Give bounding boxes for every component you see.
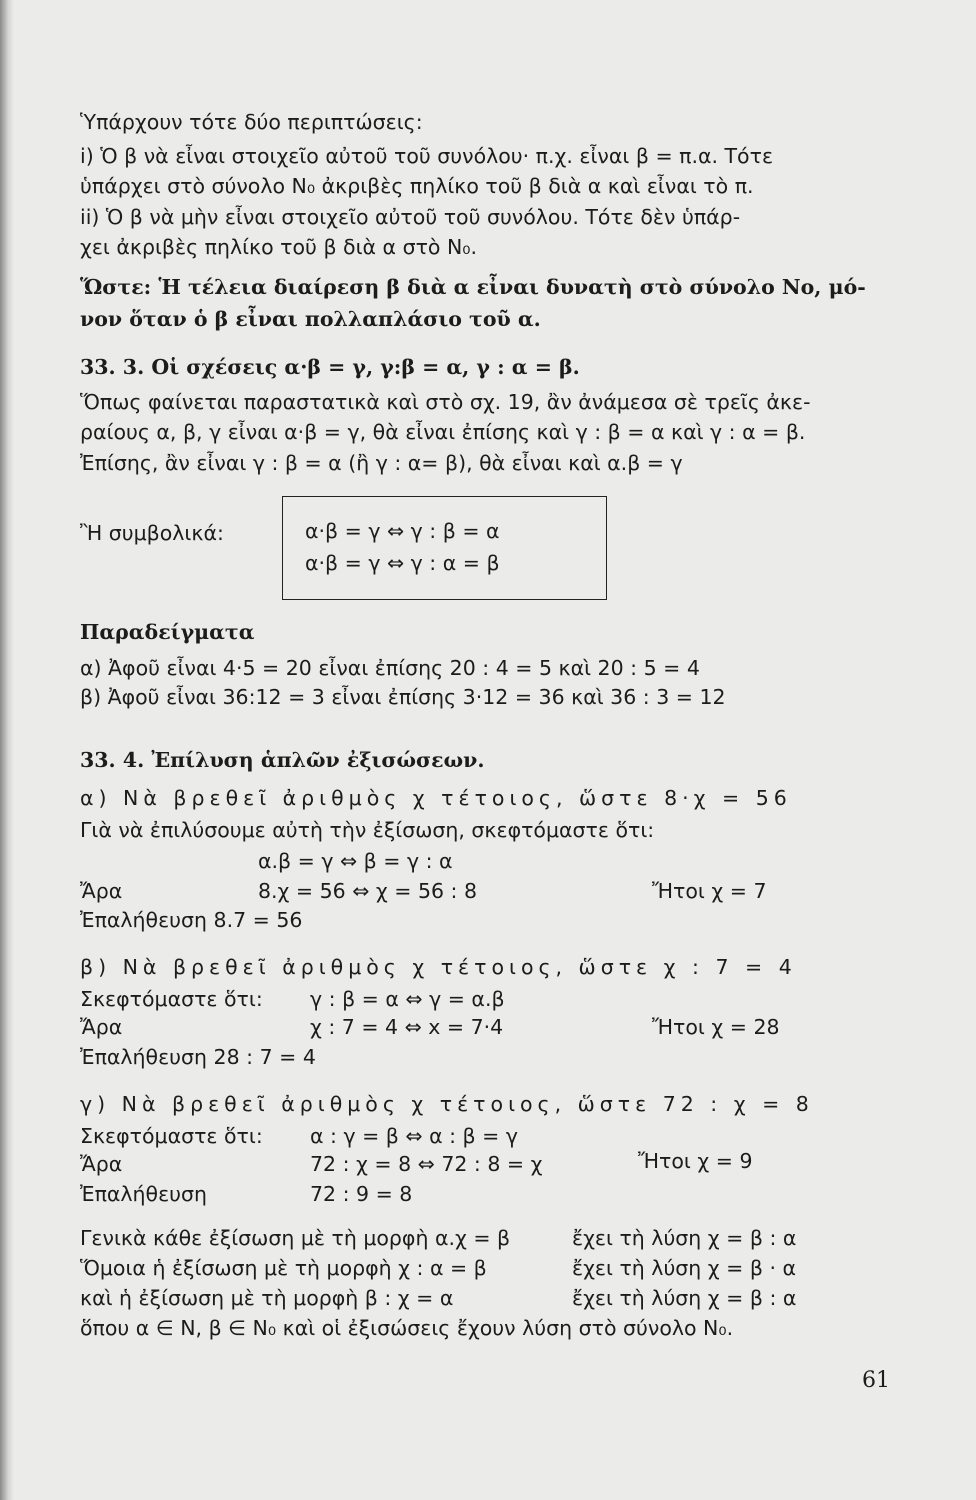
text-line: Ἄρα [80,1152,123,1176]
rule-line: 72 : 9 = 8 [310,1182,413,1206]
general-solution: ἔχει τὴ λύση χ = β : α [572,1286,797,1310]
section-heading: 33. 4. Ἐπίλυση ἁπλῶν ἐξισώσεων. [80,748,485,772]
text-line: Σκεφτόμαστε ὅτι: [80,987,263,1011]
text-line: χει ἀκριβὲς πηλίκο τοῦ β διὰ α στὸ N₀. [80,235,478,259]
problem-line: γ) Νὰ βρεθεῖ ἀριθμὸς χ τέτοιος, ὥστε 72 : χ = 8 [80,1092,814,1116]
general-line: Ὅμοια ἡ ἐξίσωση μὲ τὴ μορφὴ χ : α = β [80,1256,487,1280]
section-heading: 33. 3. Οἱ σχέσεις α·β = γ, γ:β = α, γ : α = β. [80,355,580,379]
text-line: Ἄρα [80,879,123,903]
text-line: Ὅπως φαίνεται παραστατικὰ καὶ στὸ σχ. 19, ἂν ἀνάμεσα σὲ τρεῖς ἀκε- [80,390,811,414]
text-line: Σκεφτόμαστε ὅτι: [80,1124,263,1148]
text-line: Ἐπαλήθευση 8.7 = 56 [80,908,303,932]
problem-line: β) Νὰ βρεθεῖ ἀριθμὸς χ τέτοιος, ὥστε χ : 7 = 4 [80,955,797,979]
rule-line: γ : β = α ⇔ γ = α.β [310,987,505,1011]
answer-text: Ἤτοι χ = 9 [638,1149,753,1173]
rule-line: 8.χ = 56 ⇔ χ = 56 : 8 [258,879,478,903]
rule-line: χ : 7 = 4 ⇔ x = 7·4 [310,1015,504,1039]
box-equation: α·β = γ ⇔ γ : β = α [305,519,500,543]
conclusion-line: Ὥστε: Ἡ τέλεια διαίρεση β διὰ α εἶναι δυνατὴ στὸ σύνολο No, μό- [80,275,866,299]
general-line: ὅπου α ∈ N, β ∈ N₀ καὶ οἱ ἐξισώσεις ἔχουν λύση στὸ σύνολο N₀. [80,1316,734,1340]
general-solution: ἔχει τὴ λύση χ = β : α [572,1226,797,1250]
text-line: Ἄρα [80,1015,123,1039]
rule-line: α.β = γ ⇔ β = γ : α [258,849,453,873]
text-line: ραίους α, β, γ εἶναι α·β = γ, θὰ εἶναι ἐπίσης καὶ γ : β = α καὶ γ : α = β. [80,420,806,444]
symbolic-label: Ἢ συμβολικά: [80,521,224,545]
general-line: Γενικὰ κάθε ἐξίσωση μὲ τὴ μορφὴ α.χ = β [80,1226,511,1250]
text-line: ii) Ὁ β νὰ μὴν εἶναι στοιχεῖο αὐτοῦ τοῦ συνόλου. Τότε δὲν ὑπάρ- [80,205,741,229]
text-line: Ἐπαλήθευση 28 : 7 = 4 [80,1045,316,1069]
general-solution: ἔχει τὴ λύση χ = β · α [572,1256,796,1280]
text-line: Γιὰ νὰ ἐπιλύσουμε αὐτὴ τὴν ἐξίσωση, σκεφτόμαστε ὅτι: [80,818,655,842]
box-equation: α·β = γ ⇔ γ : α = β [305,551,500,575]
conclusion-line: νον ὅταν ὁ β εἶναι πολλαπλάσιο τοῦ α. [80,307,541,331]
text-line: Ὑπάρχουν τότε δύο περιπτώσεις: [80,110,423,134]
page-number: 61 [862,1368,890,1393]
text-line: ὑπάρχει στὸ σύνολο N₀ ἀκριβὲς πηλίκο τοῦ β διὰ α καὶ εἶναι τὸ π. [80,174,754,198]
example-line: β) Ἀφοῦ εἶναι 36:12 = 3 εἶναι ἐπίσης 3·12 = 36 καὶ 36 : 3 = 12 [80,685,726,709]
general-line: καὶ ἡ ἐξίσωση μὲ τὴ μορφὴ β : χ = α [80,1286,454,1310]
text-line: i) Ὁ β νὰ εἶναι στοιχεῖο αὐτοῦ τοῦ συνόλου· π.χ. εἶναι β = π.α. Τότε [80,144,774,168]
rule-line: α : γ = β ⇔ α : β = γ [310,1124,518,1148]
answer-text: Ἤτοι χ = 28 [652,1015,780,1039]
symbolic-box [282,496,607,600]
problem-line: α) Νὰ βρεθεῖ ἀριθμὸς χ τέτοιος, ὥστε 8·χ = 56 [80,786,792,810]
text-line: Ἐπαλήθευση [80,1182,208,1206]
rule-line: 72 : χ = 8 ⇔ 72 : 8 = χ [310,1152,543,1176]
answer-text: Ἤτοι χ = 7 [652,879,767,903]
text-line: Ἐπίσης, ἂν εἶναι γ : β = α (ἢ γ : α= β), θὰ εἶναι καὶ α.β = γ [80,451,683,475]
example-line: α) Ἀφοῦ εἶναι 4·5 = 20 εἶναι ἐπίσης 20 : 4 = 5 καὶ 20 : 5 = 4 [80,656,700,680]
examples-title: Παραδείγματα [80,620,255,644]
